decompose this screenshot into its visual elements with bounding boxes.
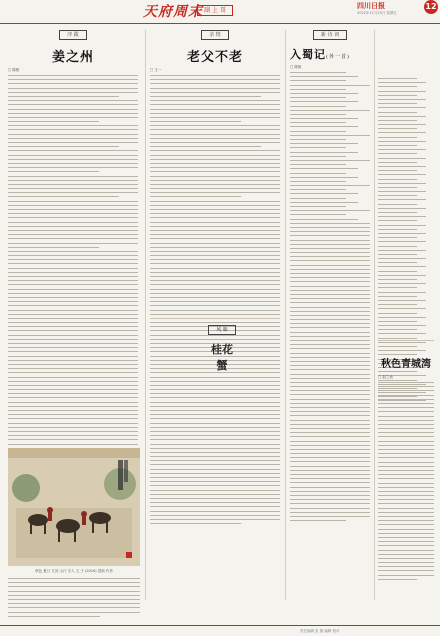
painting-illustration	[8, 448, 140, 566]
painting-note	[8, 578, 140, 620]
article-byline: □ 王一	[150, 68, 162, 72]
page-number-badge: 12	[424, 0, 438, 14]
article-headline: 老父不老	[186, 50, 243, 65]
poem-body	[378, 78, 434, 401]
article-column-4	[378, 30, 434, 405]
column-divider	[145, 30, 146, 600]
article-byline: □ 陈相	[8, 68, 20, 72]
article-kicker: 序 跋	[59, 30, 87, 40]
article-headline: 姜之州	[51, 50, 94, 65]
article-body	[290, 72, 370, 521]
article-headline-sub: (外一首)	[326, 54, 350, 60]
article-byline: □ 赵之表	[378, 375, 393, 379]
footer-credits: 责任编辑 张 图 编辑 校对	[300, 629, 340, 633]
painting-caption: 秋色 夏日 尤其 山行 宗人 五 子 (2016) 国画 作者	[35, 569, 113, 573]
paper-name: 四川日报	[357, 1, 385, 10]
section-tag: 副 上 哥	[197, 5, 233, 16]
column-divider	[285, 30, 286, 600]
feature-kicker: 风 味	[208, 325, 236, 335]
feature-divider	[378, 340, 434, 341]
painting-image	[8, 448, 140, 566]
feature-body	[378, 372, 434, 583]
article-headline	[290, 46, 370, 62]
article-byline: □ 陈相	[290, 65, 302, 69]
article-column-2	[150, 30, 280, 527]
article-column-3	[290, 30, 370, 524]
feature-headline: 桂花蟹	[211, 343, 233, 372]
page-footer	[0, 625, 440, 636]
column-divider	[374, 30, 375, 600]
masthead	[0, 0, 440, 22]
masthead-logo: 天府周末	[143, 4, 203, 20]
article-kicker: 亲 情	[201, 30, 229, 40]
article-kicker: 新 诗 词	[313, 30, 347, 40]
article-headline-text: 入蜀记	[290, 48, 326, 61]
feature-headline: 秋色青城湾	[381, 359, 431, 370]
article-body	[150, 75, 280, 524]
paper-date: 2022年11月25日 星期五	[357, 11, 397, 15]
masthead-divider	[0, 23, 440, 24]
feature-divider	[150, 318, 280, 319]
